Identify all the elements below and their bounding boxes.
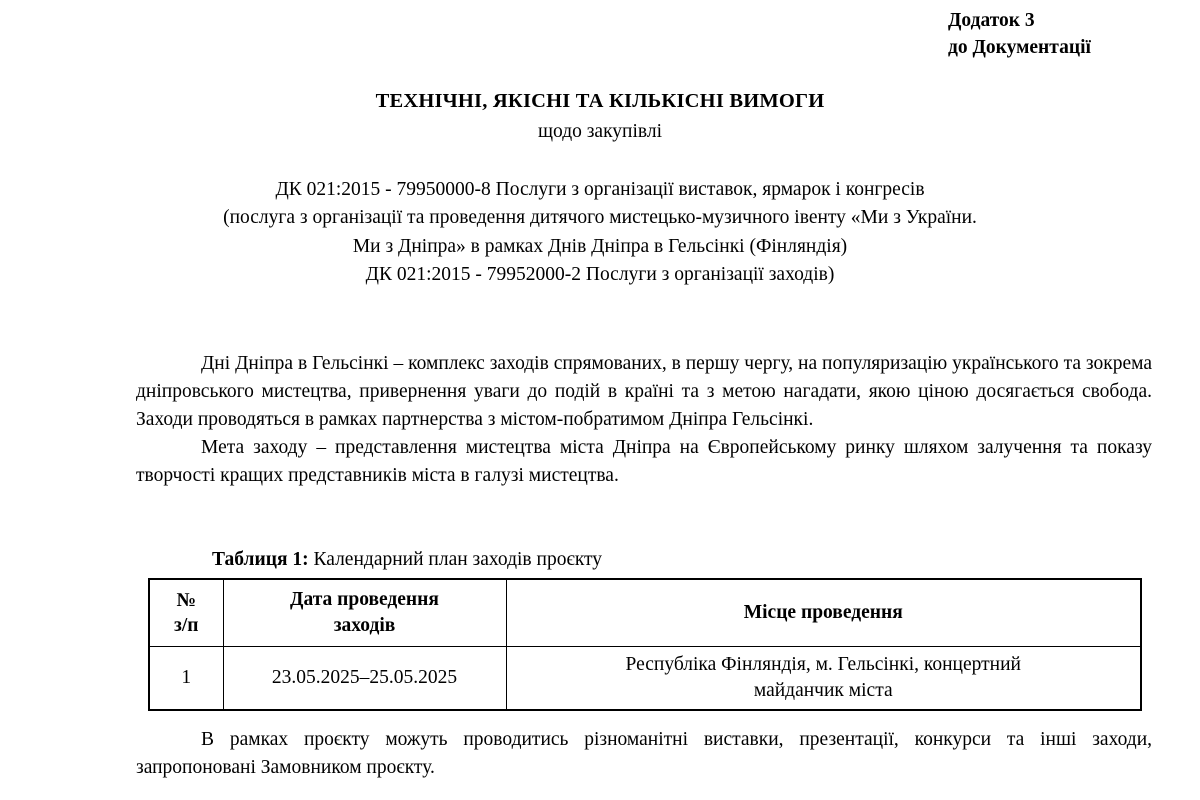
table-caption-text: Календарний план заходів проєкту xyxy=(308,549,603,570)
body-text xyxy=(136,350,1152,490)
calendar-plan-table xyxy=(148,578,1142,711)
table-row xyxy=(149,647,1141,711)
body-paragraph-1: Дні Дніпра в Гельсінкі – комплекс заходів спрямованих, в першу чергу, на популяризацію українського та зокрема дніпровського мистецтва, привернення уваги до подій в країні та з метою нагадати, якою ціною досягається свобода. Заходи проводяться в рамках партнерства з містом-побратимом Дніпра Гельсінкі. xyxy=(136,353,1152,431)
column-header-number xyxy=(149,579,223,647)
cell-row-number: 1 xyxy=(149,647,223,711)
title-block xyxy=(0,88,1200,144)
footer-text xyxy=(136,726,1152,782)
column-header-date xyxy=(223,579,506,647)
table-caption-label: Таблиця 1: xyxy=(212,549,309,570)
procurement-subject-block xyxy=(0,176,1200,290)
cpv-line-1: ДК 021:2015 - 79950000-8 Послуги з організації виставок, ярмарок і конгресів xyxy=(275,179,925,200)
cell-event-place-line2: майданчик міста xyxy=(753,680,893,701)
column-header-date-line2: заходів xyxy=(333,615,396,636)
column-header-date-line1: Дата проведення xyxy=(290,589,439,611)
body-paragraph-2: Мета заходу – представлення мистецтва міста Дніпра на Європейському ринку шляхом залучення та показу творчості кращих представників міста в галузі мистецтва. xyxy=(136,437,1152,487)
cell-event-place xyxy=(506,647,1141,711)
cpv-line-4: ДК 021:2015 - 79952000-2 Послуги з організації заходів) xyxy=(365,264,835,286)
footer-paragraph: В рамках проєкту можуть проводитись різноманітні виставки, презентації, конкурси та інші заходи, запропоновані Замовником проєкту. xyxy=(136,729,1152,779)
column-header-place: Місце проведення xyxy=(506,579,1141,647)
appendix-header xyxy=(948,8,1091,62)
cell-event-date: 23.05.2025–25.05.2025 xyxy=(223,647,506,711)
cpv-line-3: Ми з Дніпра» в рамках Днів Дніпра в Гельсінкі (Фінляндія) xyxy=(352,235,848,257)
table-header-row xyxy=(149,579,1141,647)
page-subtitle: щодо закупівлі xyxy=(537,120,662,142)
page-title: ТЕХНІЧНІ, ЯКІСНІ ТА КІЛЬКІСНІ ВИМОГИ xyxy=(375,90,825,112)
column-header-number-line2: з/п xyxy=(174,615,199,636)
appendix-source: до Документації xyxy=(948,36,1091,58)
cpv-line-2: (послуга з організації та проведення дитячого мистецько-музичного івенту «Ми з України. xyxy=(223,207,977,229)
table-caption xyxy=(136,547,1152,572)
calendar-plan-table-wrap xyxy=(148,578,1140,711)
appendix-number: Додаток 3 xyxy=(948,10,1035,31)
column-header-number-line1: № xyxy=(176,589,197,611)
cell-event-place-line1: Республіка Фінляндія, м. Гельсінкі, концертний xyxy=(625,654,1021,676)
